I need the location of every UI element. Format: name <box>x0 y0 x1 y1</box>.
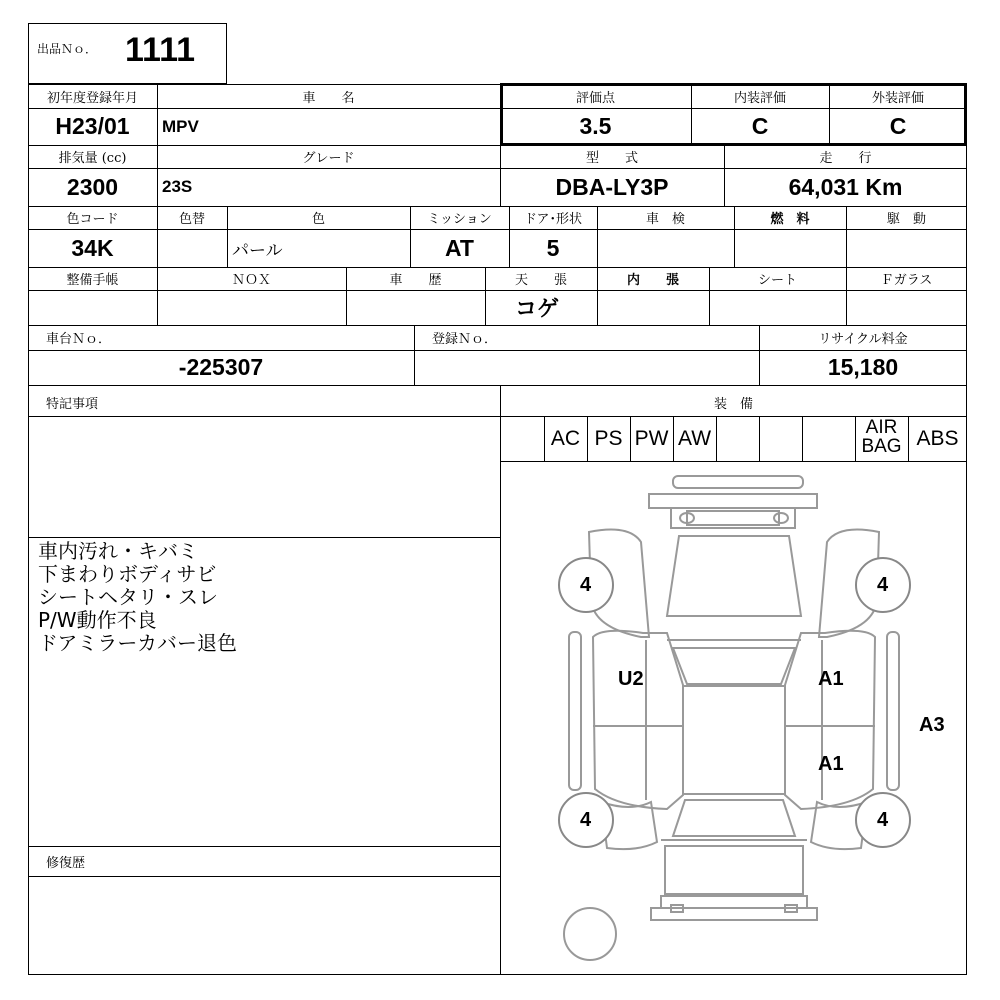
drive-value <box>846 229 967 267</box>
grade-value: 23S <box>162 177 193 196</box>
front-glass-label: Ｆガラス <box>880 273 933 288</box>
equip-empty-3 <box>759 416 802 461</box>
model-code-label: 型 式 <box>585 151 638 166</box>
drive-label: 駆 動 <box>886 212 926 227</box>
front-grille <box>649 494 817 508</box>
headlight-right <box>774 513 788 523</box>
rear-bumper <box>651 908 817 920</box>
equip-aw: AW <box>677 426 712 450</box>
reg-year-label: 初年度登録年月 <box>46 90 138 106</box>
equip-pw: PW <box>634 426 669 450</box>
equip-empty-2 <box>716 416 759 461</box>
maintenance-value <box>28 290 157 325</box>
damage-right-side: A3 <box>919 714 945 736</box>
displacement-value: 2300 <box>66 173 119 200</box>
note-line: ドアミラーカバー退色 <box>38 631 237 655</box>
exterior-grade-label: 外装評価 <box>871 90 924 106</box>
damage-right-rear-door: A1 <box>818 753 844 775</box>
interior-trim-label: 内 張 <box>626 273 679 288</box>
equip-airbag <box>855 418 908 456</box>
rear-window <box>673 800 795 836</box>
notes-body <box>38 540 493 655</box>
reg-no-label: 登録Ｎｏ． <box>432 332 498 347</box>
front-bumper <box>673 476 803 488</box>
spare-tire <box>564 908 616 960</box>
right-side-molding <box>887 632 899 790</box>
score-value: 3.5 <box>579 113 612 139</box>
repair-history-label: 修復歴 <box>46 856 86 871</box>
ceiling-label: 天 張 <box>514 273 567 288</box>
lot-number-label: 出品Ｎｏ． <box>37 42 98 56</box>
grade-label: グレード <box>302 151 355 166</box>
left-side-molding <box>569 632 581 790</box>
lot-number-box <box>28 23 227 84</box>
inspection-value <box>597 229 734 267</box>
inspection-label: 車 検 <box>645 212 685 227</box>
repair-history-value <box>28 877 500 975</box>
car-name-value: MPV <box>162 116 199 136</box>
notes-label: 特記事項 <box>46 396 99 412</box>
interior-grade-value: C <box>751 113 769 139</box>
tire-front-left-grade: 4 <box>580 574 592 596</box>
color-label: 色 <box>311 212 325 227</box>
interior-grade-label: 内装評価 <box>733 90 786 106</box>
chassis-no-value: -225307 <box>178 354 264 380</box>
equip-airbag-bottom: BAG <box>861 436 902 457</box>
damage-left-front-door: U2 <box>618 668 644 690</box>
door-value: 5 <box>546 234 560 261</box>
equip-ac: AC <box>550 426 581 450</box>
color-code-value: 34K <box>71 234 114 261</box>
color-change-label: 色替 <box>178 212 205 227</box>
door-label: ドア･形状 <box>523 212 583 227</box>
exterior-grade-value: C <box>889 113 907 139</box>
recycle-fee-value: 15,180 <box>827 354 899 380</box>
equip-empty-4 <box>802 416 855 461</box>
reg-year-value: H23/01 <box>55 113 130 139</box>
model-code-value: DBA-LY3P <box>555 173 669 200</box>
windshield <box>673 648 795 684</box>
recycle-fee-label: リサイクル料金 <box>818 332 908 347</box>
fuel-label: 燃 料 <box>770 212 810 227</box>
lot-number: 1111 <box>125 31 196 69</box>
color-code-label: 色コード <box>66 212 119 227</box>
back-door <box>665 846 803 894</box>
tire-front-right-grade: 4 <box>877 574 889 596</box>
ceiling-value: コゲ <box>515 297 560 322</box>
note-line: シートヘタリ・スレ <box>38 585 218 609</box>
nox-value <box>157 290 346 325</box>
color-change-value <box>157 229 227 267</box>
equip-airbag-top: AIR <box>865 417 898 438</box>
score-label: 評価点 <box>575 90 615 106</box>
equip-ps: PS <box>594 426 623 450</box>
hood <box>667 536 801 616</box>
damage-right-front-door: A1 <box>818 668 844 690</box>
seat-value <box>709 290 846 325</box>
chassis-no-label: 車台Ｎｏ． <box>46 332 112 347</box>
mileage-value: 64,031 Km <box>788 173 903 200</box>
note-line: P/W動作不良 <box>38 608 157 632</box>
right-side-panel <box>785 631 875 809</box>
note-line: 下まわりボディサビ <box>38 562 217 586</box>
front-glass-value <box>846 290 967 325</box>
history-value <box>346 290 485 325</box>
history-label: 車 歴 <box>389 273 442 288</box>
mission-value: AT <box>445 234 474 261</box>
interior-trim-value <box>597 290 709 325</box>
seat-label: シート <box>757 273 797 288</box>
mission-label: ミッション <box>427 212 492 227</box>
tire-rear-right-grade: 4 <box>877 809 889 831</box>
tire-rear-left-grade: 4 <box>580 809 592 831</box>
car-diagram <box>501 462 966 974</box>
color-value: パール <box>232 240 283 261</box>
nox-label: ＮＯＸ <box>231 273 271 288</box>
note-line: 車内汚れ・キバミ <box>38 539 198 563</box>
equip-abs: ABS <box>916 426 959 450</box>
left-side-panel <box>593 631 683 809</box>
mileage-label: 走 行 <box>819 151 872 166</box>
equip-empty-1 <box>500 416 544 461</box>
reg-no-value <box>414 350 759 385</box>
roof <box>683 686 785 794</box>
equipment-label: 装 備 <box>713 396 753 412</box>
car-name-label: 車 名 <box>302 90 355 106</box>
maintenance-label: 整備手帳 <box>66 273 119 288</box>
fuel-value <box>734 229 846 267</box>
displacement-label: 排気量 (cc) <box>58 151 127 166</box>
